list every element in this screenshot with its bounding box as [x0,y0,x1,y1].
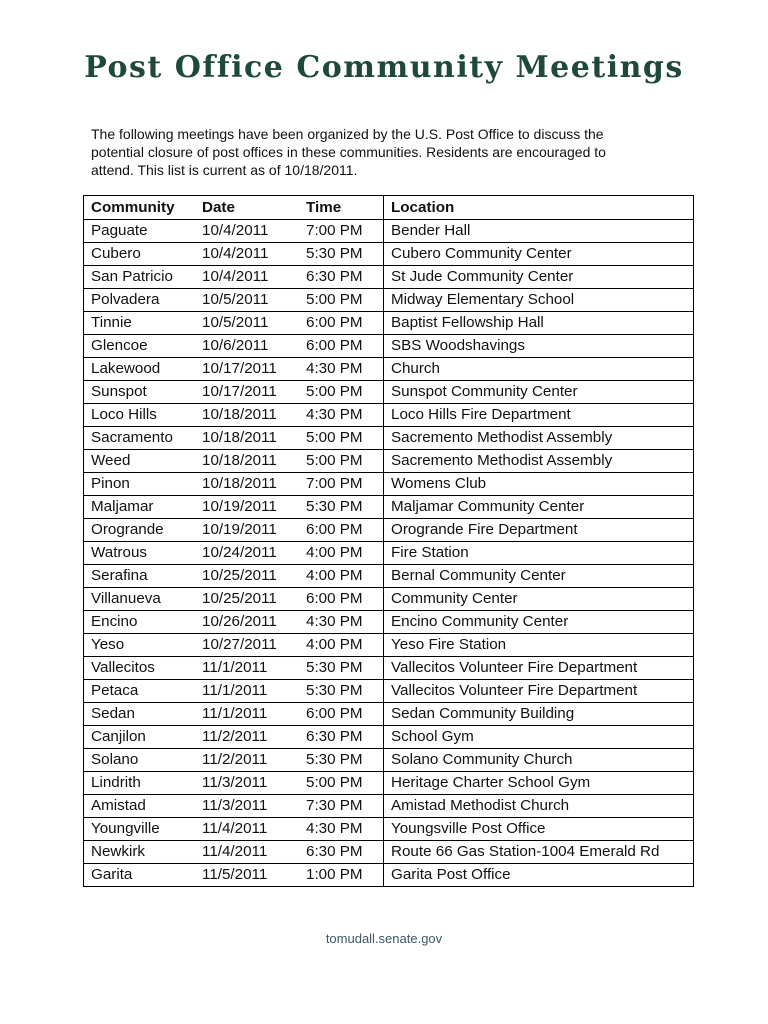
location-cell: Vallecitos Volunteer Fire Department [384,680,694,703]
community-cell: Glencoe [84,335,196,358]
table-row [84,358,694,381]
date-cell: 11/2/2011 [195,749,299,772]
meetings-table-body [84,220,694,887]
community-cell: Weed [84,450,196,473]
location-cell: Yeso Fire Station [384,634,694,657]
table-row [84,312,694,335]
time-cell: 5:00 PM [299,450,384,473]
column-header-date: Date [195,196,299,220]
location-cell: Maljamar Community Center [384,496,694,519]
community-cell: Vallecitos [84,657,196,680]
location-cell: Encino Community Center [384,611,694,634]
table-row [84,243,694,266]
community-cell: Garita [84,864,196,887]
location-cell: Cubero Community Center [384,243,694,266]
date-cell: 10/4/2011 [195,220,299,243]
table-header-row [84,196,694,220]
date-cell: 10/18/2011 [195,473,299,496]
date-cell: 11/4/2011 [195,841,299,864]
community-cell: Paguate [84,220,196,243]
location-cell: Sacremento Methodist Assembly [384,427,694,450]
table-row [84,749,694,772]
community-cell: Cubero [84,243,196,266]
time-cell: 4:30 PM [299,358,384,381]
location-cell: Community Center [384,588,694,611]
date-cell: 11/2/2011 [195,726,299,749]
intro-line: attend. This list is current as of 10/18/2011. [91,162,358,178]
table-row [84,588,694,611]
location-cell: Bernal Community Center [384,565,694,588]
date-cell: 10/6/2011 [195,335,299,358]
community-cell: Polvadera [84,289,196,312]
time-cell: 5:00 PM [299,381,384,404]
community-cell: Petaca [84,680,196,703]
location-cell: Youngsville Post Office [384,818,694,841]
table-row [84,657,694,680]
table-row [84,795,694,818]
date-cell: 10/4/2011 [195,243,299,266]
table-row [84,266,694,289]
community-cell: Newkirk [84,841,196,864]
date-cell: 10/18/2011 [195,404,299,427]
time-cell: 6:00 PM [299,519,384,542]
time-cell: 7:00 PM [299,473,384,496]
date-cell: 11/4/2011 [195,818,299,841]
community-cell: Maljamar [84,496,196,519]
time-cell: 6:30 PM [299,726,384,749]
location-cell: School Gym [384,726,694,749]
column-header-location: Location [384,196,694,220]
date-cell: 10/25/2011 [195,565,299,588]
community-cell: Serafina [84,565,196,588]
community-cell: Sedan [84,703,196,726]
table-row [84,726,694,749]
intro-line: The following meetings have been organized by the U.S. Post Office to discuss the [91,126,604,142]
community-cell: Yeso [84,634,196,657]
community-cell: Encino [84,611,196,634]
location-cell: Route 66 Gas Station-1004 Emerald Rd [384,841,694,864]
time-cell: 6:00 PM [299,312,384,335]
time-cell: 6:30 PM [299,841,384,864]
date-cell: 10/24/2011 [195,542,299,565]
table-row [84,565,694,588]
date-cell: 11/1/2011 [195,680,299,703]
community-cell: Pinon [84,473,196,496]
time-cell: 6:00 PM [299,335,384,358]
location-cell: Orogrande Fire Department [384,519,694,542]
community-cell: Youngville [84,818,196,841]
date-cell: 10/19/2011 [195,519,299,542]
community-cell: Orogrande [84,519,196,542]
location-cell: Loco Hills Fire Department [384,404,694,427]
date-cell: 10/4/2011 [195,266,299,289]
community-cell: Sacramento [84,427,196,450]
time-cell: 5:00 PM [299,427,384,450]
table-row [84,404,694,427]
table-row [84,703,694,726]
time-cell: 5:00 PM [299,289,384,312]
time-cell: 6:30 PM [299,266,384,289]
community-cell: Lindrith [84,772,196,795]
date-cell: 10/26/2011 [195,611,299,634]
column-header-time: Time [299,196,384,220]
location-cell: SBS Woodshavings [384,335,694,358]
column-header-community: Community [84,196,196,220]
date-cell: 11/5/2011 [195,864,299,887]
date-cell: 10/17/2011 [195,358,299,381]
page-title: Post Office Community Meetings [84,50,684,85]
table-row [84,496,694,519]
date-cell: 10/5/2011 [195,289,299,312]
community-cell: Solano [84,749,196,772]
location-cell: Solano Community Church [384,749,694,772]
time-cell: 4:00 PM [299,542,384,565]
table-row [84,542,694,565]
table-row [84,680,694,703]
time-cell: 1:00 PM [299,864,384,887]
location-cell: Baptist Fellowship Hall [384,312,694,335]
location-cell: Fire Station [384,542,694,565]
table-row [84,611,694,634]
time-cell: 4:00 PM [299,634,384,657]
community-cell: San Patricio [84,266,196,289]
table-row [84,381,694,404]
location-cell: Garita Post Office [384,864,694,887]
location-cell: Womens Club [384,473,694,496]
footer-source: tomudall.senate.gov [325,931,443,946]
location-cell: Amistad Methodist Church [384,795,694,818]
table-row [84,634,694,657]
date-cell: 11/3/2011 [195,795,299,818]
date-cell: 10/18/2011 [195,427,299,450]
intro-paragraph [91,125,681,179]
time-cell: 5:30 PM [299,657,384,680]
date-cell: 11/1/2011 [195,657,299,680]
community-cell: Watrous [84,542,196,565]
date-cell: 10/18/2011 [195,450,299,473]
time-cell: 5:30 PM [299,243,384,266]
table-row [84,864,694,887]
date-cell: 10/19/2011 [195,496,299,519]
intro-line: potential closure of post offices in these communities. Residents are encouraged to [91,144,606,160]
community-cell: Villanueva [84,588,196,611]
table-row [84,473,694,496]
community-cell: Lakewood [84,358,196,381]
date-cell: 11/3/2011 [195,772,299,795]
time-cell: 5:00 PM [299,772,384,795]
table-row [84,289,694,312]
location-cell: Sedan Community Building [384,703,694,726]
community-cell: Amistad [84,795,196,818]
time-cell: 4:00 PM [299,565,384,588]
time-cell: 4:30 PM [299,611,384,634]
time-cell: 4:30 PM [299,818,384,841]
community-cell: Canjilon [84,726,196,749]
location-cell: Sunspot Community Center [384,381,694,404]
time-cell: 6:00 PM [299,703,384,726]
community-cell: Sunspot [84,381,196,404]
meetings-table [83,195,694,887]
time-cell: 7:00 PM [299,220,384,243]
location-cell: Heritage Charter School Gym [384,772,694,795]
time-cell: 4:30 PM [299,404,384,427]
time-cell: 6:00 PM [299,588,384,611]
time-cell: 5:30 PM [299,749,384,772]
table-row [84,519,694,542]
location-cell: Vallecitos Volunteer Fire Department [384,657,694,680]
table-row [84,818,694,841]
date-cell: 10/27/2011 [195,634,299,657]
community-cell: Tinnie [84,312,196,335]
table-row [84,335,694,358]
date-cell: 10/25/2011 [195,588,299,611]
location-cell: Bender Hall [384,220,694,243]
location-cell: Sacremento Methodist Assembly [384,450,694,473]
date-cell: 11/1/2011 [195,703,299,726]
location-cell: St Jude Community Center [384,266,694,289]
table-row [84,772,694,795]
time-cell: 5:30 PM [299,680,384,703]
table-row [84,450,694,473]
date-cell: 10/5/2011 [195,312,299,335]
community-cell: Loco Hills [84,404,196,427]
table-row [84,427,694,450]
time-cell: 7:30 PM [299,795,384,818]
time-cell: 5:30 PM [299,496,384,519]
date-cell: 10/17/2011 [195,381,299,404]
location-cell: Church [384,358,694,381]
table-row [84,220,694,243]
location-cell: Midway Elementary School [384,289,694,312]
table-row [84,841,694,864]
